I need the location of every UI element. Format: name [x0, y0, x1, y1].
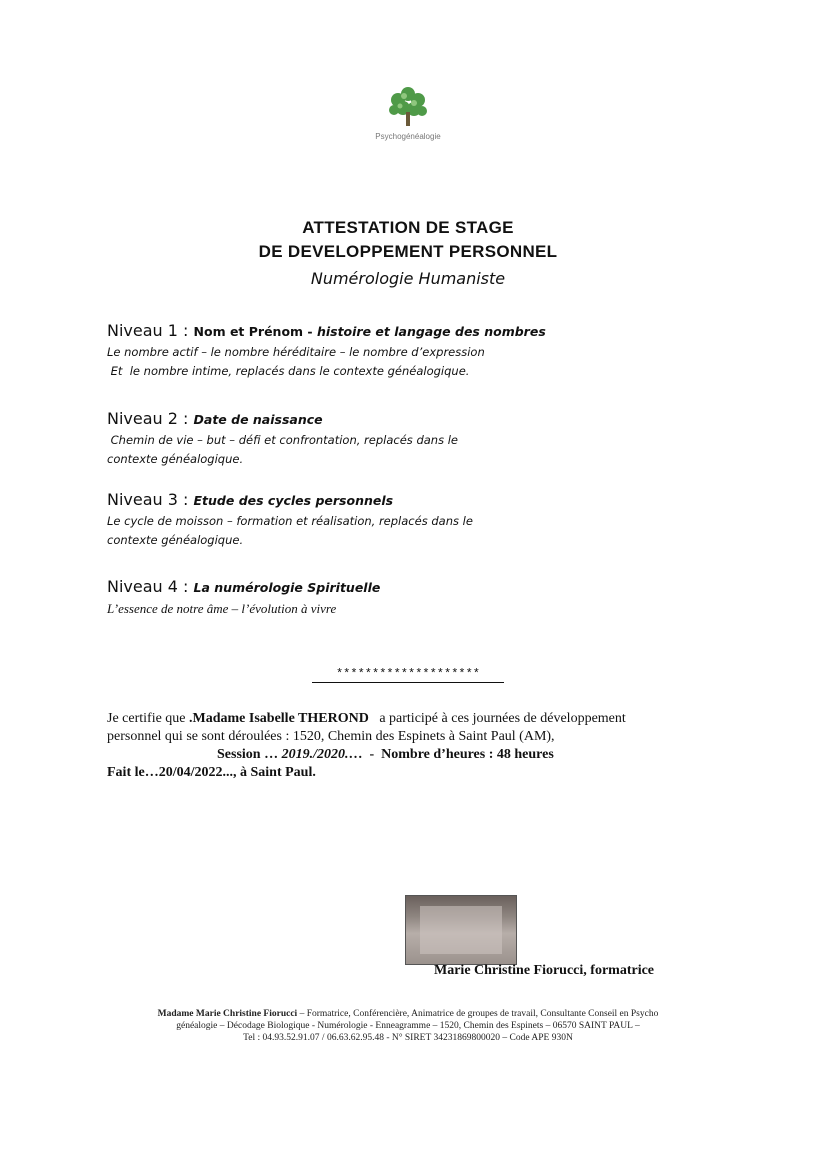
- niveau-2-heading: [107, 408, 707, 431]
- document-subtitle: Numérologie Humaniste: [310, 269, 506, 288]
- niveau-4-label: Niveau 4 :: [107, 577, 189, 596]
- session-rest: … - Nombre d’heures : 48 heures: [348, 747, 554, 762]
- niveau-2-line-2: contexte généalogique.: [107, 452, 244, 466]
- niveau-4-subtitle: La numérologie Spirituelle: [193, 580, 381, 595]
- footer-name: Madame Marie Christine Fiorucci: [157, 1009, 298, 1019]
- niveau-3-label: Niveau 3 :: [107, 490, 189, 509]
- cert-line-1: [107, 710, 727, 728]
- footer-line-1: [108, 1008, 708, 1020]
- footer-line-1-rest: – Formatrice, Conférencière, Animatrice de groupes de travail, Consultante Conseil en Psycho: [297, 1009, 659, 1019]
- logo: [368, 84, 448, 156]
- session-value: 2019./2020.: [281, 747, 349, 762]
- niveau-3-heading: [107, 489, 707, 512]
- niveau-3: [107, 489, 707, 550]
- niveau-1-subtitle-bold: Nom et Prénom -: [193, 324, 317, 339]
- niveau-1: [107, 320, 707, 381]
- document-title: [0, 216, 816, 292]
- niveau-1-line-1: Le nombre actif – le nombre héréditaire – le nombre d’expression: [107, 345, 485, 359]
- niveau-1-subtitle: histoire et langage des nombres: [316, 324, 546, 339]
- cert-line-1-rest: a participé à ces journées de développement: [368, 711, 626, 726]
- logo-text: Psychogénéalogie: [375, 132, 441, 141]
- niveau-4-line-1: L’essence de notre âme – l’évolution à vivre: [107, 601, 337, 616]
- niveau-1-heading: [107, 320, 707, 343]
- separator: ********************: [312, 667, 504, 683]
- niveau-1-label: Niveau 1 :: [107, 321, 189, 340]
- niveau-3-subtitle: Etude des cycles personnels: [193, 493, 394, 508]
- niveau-4-heading: [107, 576, 707, 599]
- niveau-4: [107, 576, 707, 618]
- stamp-inner: [420, 906, 502, 954]
- date-place-line: Fait le…20/04/2022..., à Saint Paul.: [107, 765, 316, 780]
- footer: [108, 1008, 708, 1044]
- cert-line-2: personnel qui se sont déroulées : 1520, Chemin des Espinets à Saint Paul (AM),: [107, 729, 555, 744]
- niveau-2-subtitle: Date de naissance: [193, 412, 323, 427]
- footer-line-3: Tel : 04.93.52.91.07 / 06.63.62.95.48 - N° SIRET 34231869800020 – Code APE 930N: [243, 1033, 573, 1043]
- title-line-2: DE DEVELOPPEMENT PERSONNEL: [258, 242, 558, 261]
- niveau-2-line-1: Chemin de vie – but – défi et confrontation, replacés dans le: [107, 433, 459, 447]
- certification-text: [107, 710, 727, 782]
- signer-name: Marie Christine Fiorucci, formatrice: [434, 963, 655, 978]
- tree-icon: [386, 84, 430, 130]
- niveau-2: [107, 408, 707, 469]
- niveau-3-line-2: contexte généalogique.: [107, 533, 244, 547]
- signature-stamp: [405, 895, 517, 965]
- title-line-1: ATTESTATION DE STAGE: [302, 218, 514, 237]
- niveau-2-label: Niveau 2 :: [107, 409, 189, 428]
- footer-line-2: généalogie – Décodage Biologique - Numérologie - Enneagramme – 1520, Chemin des Espinets – 06570 SAINT PAUL –: [176, 1021, 640, 1031]
- niveau-1-line-2: Et le nombre intime, replacés dans le contexte généalogique.: [107, 364, 470, 378]
- session-label: Session …: [217, 747, 282, 762]
- session-line: [107, 746, 727, 764]
- cert-prefix: Je certifie que: [107, 711, 190, 726]
- participant-name: .Madame Isabelle THEROND: [189, 711, 369, 726]
- niveau-3-line-1: Le cycle de moisson – formation et réalisation, replacés dans le: [107, 514, 473, 528]
